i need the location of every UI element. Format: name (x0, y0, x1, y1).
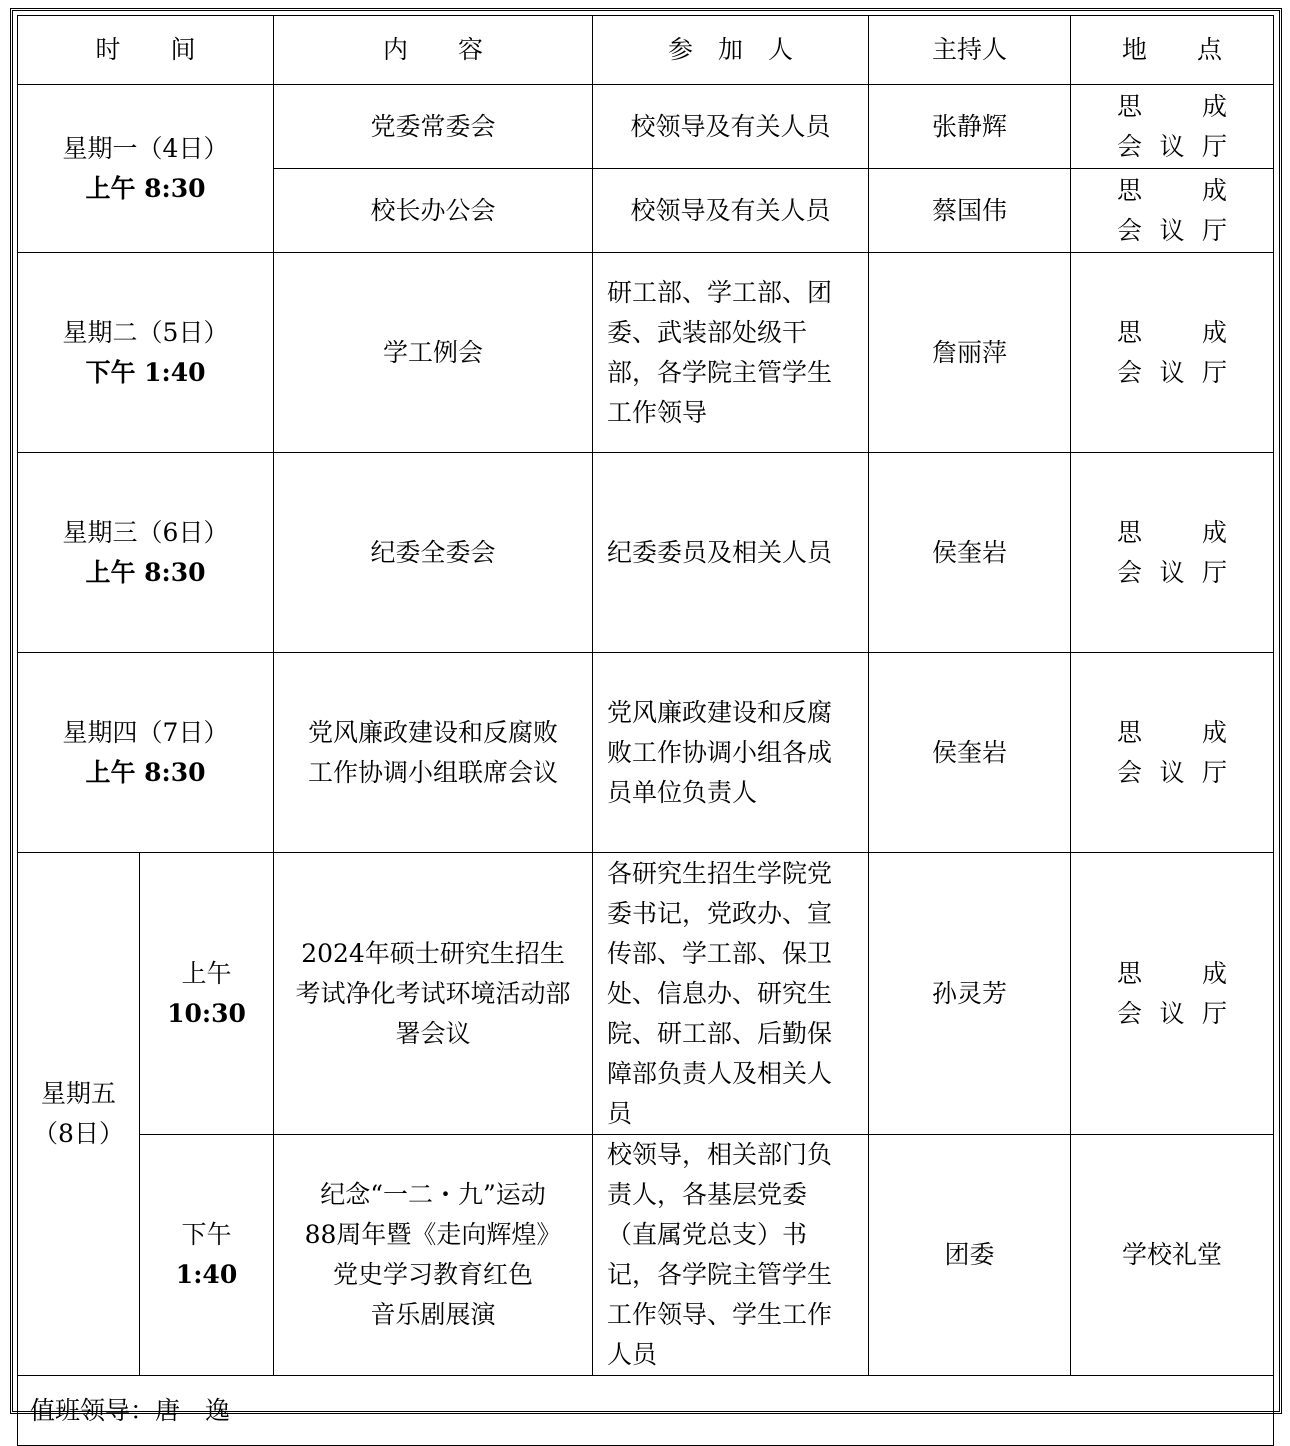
meeting-attendees: 研工部、学工部、团委、武装部处级干部，各学院主管学生工作领导 (593, 253, 869, 453)
table-row-monday-1 (18, 85, 1274, 169)
header-attendees: 参 加 人 (593, 16, 869, 85)
monday-time: 上午 8:30 (85, 173, 206, 203)
meeting-host: 蔡国伟 (869, 169, 1071, 253)
meeting-venue: 思 成 会 议 厅 (1071, 85, 1274, 169)
table-row-friday-afternoon (18, 1135, 1274, 1376)
meeting-attendees: 校领导及有关人员 (593, 85, 869, 169)
meeting-content: 纪念“一二・九”运动 88周年暨《走向辉煌》 党史学习教育红色 音乐剧展演 (274, 1135, 593, 1376)
friday-morning-time-cell: 上午 10:30 (140, 853, 274, 1135)
header-content: 内 容 (274, 16, 593, 85)
header-host: 主持人 (869, 16, 1071, 85)
meeting-content: 纪委全委会 (274, 453, 593, 653)
table-row-thursday (18, 653, 1274, 853)
meeting-attendees: 校领导，相关部门负责人，各基层党委（直属党总支）书记，各学院主管学生工作领导、学生工作人员 (593, 1135, 869, 1376)
meeting-attendees: 纪委委员及相关人员 (593, 453, 869, 653)
header-row (18, 16, 1274, 85)
wednesday-day: 星期三（6日） (62, 517, 229, 547)
meeting-attendees: 各研究生招生学院党委书记，党政办、宣传部、学工部、保卫处、信息办、研究生院、研工部、后勤保障部负责人及相关人员 (593, 853, 869, 1135)
tuesday-time: 下午 1:40 (85, 357, 206, 387)
meeting-venue: 思 成 会 议 厅 (1071, 253, 1274, 453)
monday-time-cell (18, 85, 274, 253)
table-row-wednesday (18, 453, 1274, 653)
header-venue: 地 点 (1071, 16, 1274, 85)
friday-day-cell (18, 853, 140, 1376)
meeting-venue: 思 成 会 议 厅 (1071, 853, 1274, 1135)
friday-date: （8日） (33, 1119, 124, 1148)
table-row-tuesday (18, 253, 1274, 453)
meeting-host: 侯奎岩 (869, 653, 1071, 853)
header-time: 时 间 (18, 16, 274, 85)
meeting-attendees: 校领导及有关人员 (593, 169, 869, 253)
friday-afternoon-time-cell: 下午 1:40 (140, 1135, 274, 1376)
thursday-time: 上午 8:30 (85, 757, 206, 787)
meeting-host: 侯奎岩 (869, 453, 1071, 653)
thursday-time-cell (18, 653, 274, 853)
wednesday-time: 上午 8:30 (85, 557, 206, 587)
weekly-meeting-schedule-table (17, 15, 1274, 1446)
meeting-host: 詹丽萍 (869, 253, 1071, 453)
meeting-host: 孙灵芳 (869, 853, 1071, 1135)
meeting-venue: 思 成 会 议 厅 (1071, 169, 1274, 253)
meeting-venue: 思 成 会 议 厅 (1071, 653, 1274, 853)
meeting-venue: 思 成 会 议 厅 (1071, 453, 1274, 653)
meeting-content: 党委常委会 (274, 85, 593, 169)
meeting-host: 团委 (869, 1135, 1071, 1376)
duty-leader: 值班领导：唐 逸 (18, 1376, 1274, 1446)
meeting-venue: 学校礼堂 (1071, 1135, 1274, 1376)
monday-day: 星期一（4日） (62, 133, 229, 163)
thursday-day: 星期四（7日） (62, 717, 229, 747)
table-row-friday-morning (18, 853, 1274, 1135)
meeting-content: 党风廉政建设和反腐败工作协调小组联席会议 (274, 653, 593, 853)
meeting-content: 2024年硕士研究生招生考试净化考试环境活动部署会议 (274, 853, 593, 1135)
footer-row (18, 1376, 1274, 1446)
meeting-attendees: 党风廉政建设和反腐败工作协调小组各成员单位负责人 (593, 653, 869, 853)
tuesday-time-cell (18, 253, 274, 453)
friday-day: 星期五 (40, 1079, 116, 1108)
meeting-host: 张静辉 (869, 85, 1071, 169)
tuesday-day: 星期二（5日） (62, 317, 229, 347)
meeting-content: 校长办公会 (274, 169, 593, 253)
wednesday-time-cell (18, 453, 274, 653)
meeting-content: 学工例会 (274, 253, 593, 453)
